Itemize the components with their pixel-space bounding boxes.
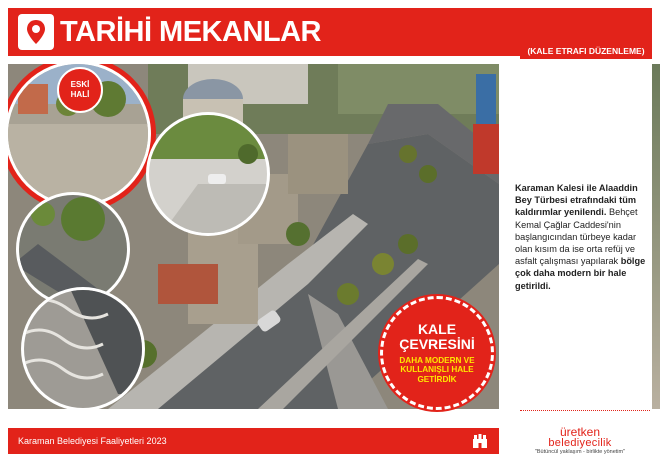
brand-line1: üretken — [559, 425, 601, 439]
footer-text: Karaman Belediyesi Faaliyetleri 2023 — [18, 436, 167, 446]
section-tag: (KALE ETRAFI DÜZENLEME) — [520, 43, 652, 59]
municipality-emblem-icon — [471, 432, 489, 450]
description-bold-1: Karaman Kalesi ile Alaaddin Bey Türbesi etrafındaki tüm kaldırımlar yenilendi. — [515, 183, 638, 218]
brand-slogan: "Bütüncül yaklaşım - birlikte yönetim" — [534, 449, 626, 455]
photo-edge-strip — [652, 64, 660, 409]
description-text — [515, 182, 650, 292]
description-body: Behçet Kemal Çağlar Caddesi'nin başlangıcından türbeye kadar olan kısım da ise orta refüj ve asfalt çalışması yapılarak — [515, 207, 638, 267]
badge-sub-line3: GETİRDİK — [417, 374, 457, 384]
badge-title-line1: KALE — [417, 320, 457, 337]
old-badge-line1: ESKİ — [70, 80, 90, 89]
brand-line2: belediyecilik — [548, 437, 612, 449]
old-badge-line2: HALİ — [70, 90, 90, 99]
page-title: TARİHİ MEKANLAR — [60, 15, 321, 48]
header-banner — [8, 8, 499, 56]
badge-title-line2: ÇEVRESİNİ — [399, 335, 475, 352]
divider — [520, 410, 650, 411]
badge-sub-line1: DAHA MODERN VE — [399, 355, 475, 365]
brand-logo — [510, 426, 650, 456]
description-bold-2: bölge çok daha modern bir hale getirildi. — [515, 256, 646, 291]
castle-surroundings-badge — [380, 296, 494, 410]
badge-sub-line2: KULLANIŞLI HALE — [400, 365, 474, 375]
old-state-badge — [57, 67, 103, 113]
badge-subtitle — [399, 356, 474, 385]
location-pin-icon — [18, 14, 54, 50]
footer-bar — [8, 428, 499, 454]
